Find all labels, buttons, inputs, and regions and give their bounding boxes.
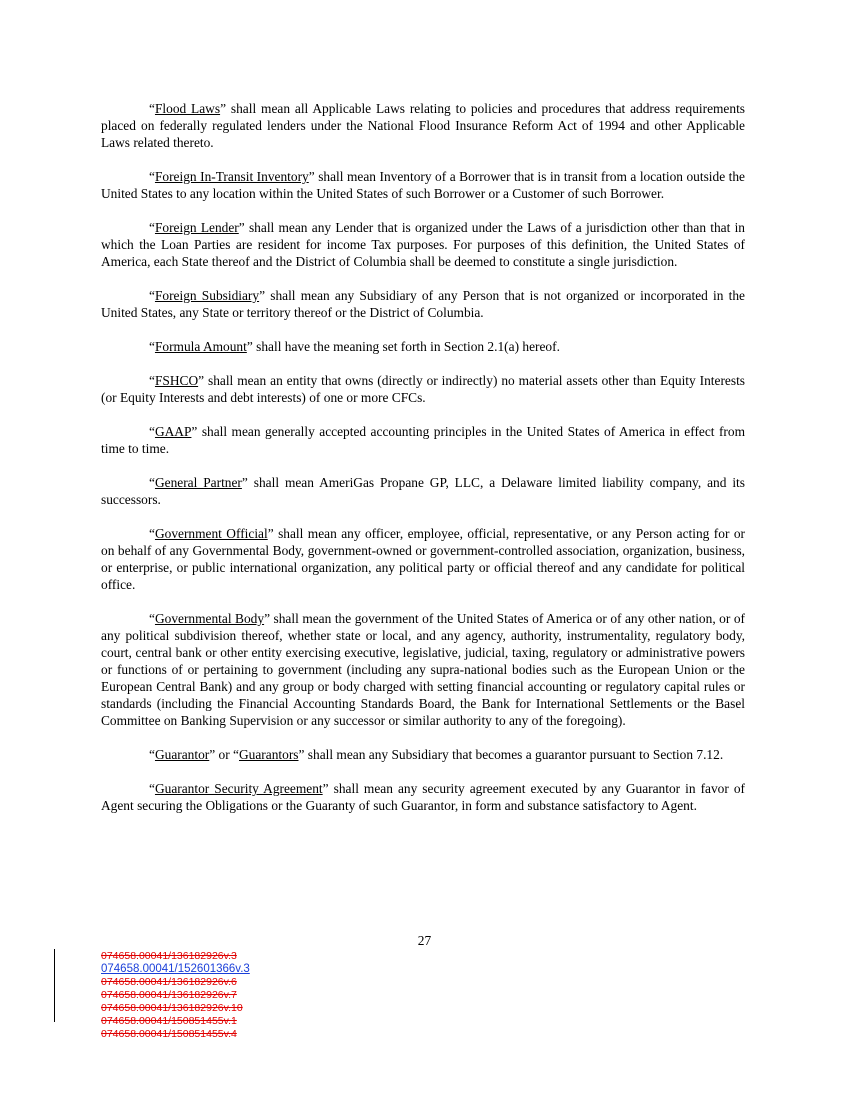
defined-term: GAAP [154,424,192,439]
definition-foreign-lender: “Foreign Lender” shall mean any Lender that is organized under the Laws of a jurisdiction other than that in which the Loan Parties are resident for income Tax purposes. For purposes of this definition, the United States of America, each State thereof and the District of Columbia shall be deemed to constitute a single jurisdiction. [101,220,746,269]
definition-foreign-subsidiary: “Foreign Subsidiary” shall mean any Subsidiary of any Person that is not organized or incorporated in the United States, any State or territory thereof or the District of Columbia. [101,288,745,320]
doc-id-deleted: 074658.00041/136182926v.3 [101,950,237,962]
definition-guarantor-security-agreement: “Guarantor Security Agreement” shall mean any security agreement executed by any Guarantor in favor of Agent securing the Obligations or the Guaranty of such Guarantor, in form and substance satisfactory to Agent. [101,781,745,813]
doc-id-current: 074658.00041/152601366v.3 [101,963,250,975]
definition-fshco: “FSHCO” shall mean an entity that owns (directly or indirectly) no material assets other than Equity Interests (or Equity Interests and debt interests) of one or more CFCs. [101,373,745,405]
definition-guarantor: “Guarantor” or “Guarantors” shall mean any Subsidiary that becomes a guarantor pursuant to Section 7.12. [149,747,724,762]
document-id-footer [101,950,250,1041]
defined-term: Foreign In-Transit Inventory [154,169,309,184]
definition-government-official: “Government Official” shall mean any officer, employee, official, representative, or any Person acting for or on behalf of any Governmental Body, government-owned or government-controlled association, organization, business, or enterprise, or public international organization, any political party or official thereof and any candidate for political office. [101,526,745,592]
defined-term: Formula Amount [154,339,247,354]
page-number: 27 [417,933,432,948]
doc-id-deleted: 074658.00041/136182926v.7 [101,989,237,1001]
doc-id-deleted: 074658.00041/136182926v.6 [101,976,237,988]
definition-general-partner: “General Partner” shall mean AmeriGas Propane GP, LLC, a Delaware limited liability company, and its successors. [101,475,745,507]
definition-governmental-body: “Governmental Body” shall mean the government of the United States of America or of any other nation, or of any political subdivision thereof, whether state or local, and any agency, authority, instrumentality, regulatory body, court, central bank or other entity exercising executive, legislative, judicial, taxing, regulatory or administrative powers or functions of or pertaining to government (including any supra-national bodies such as the European Union or the European Central Bank) and any group or body charged with setting financial accounting or regulatory capital rules or standards (including the Financial Accounting Standards Board, the Bank for International Settlements or the Basel Committee on Banking Supervision or any successor or similar authority to any of the foregoing). [101,611,745,728]
defined-term: Flood Laws [154,101,221,116]
defined-term: Governmental Body [154,611,265,626]
defined-term: Government Official [154,526,268,541]
doc-id-deleted: 074658.00041/150851455v.1 [101,1015,237,1027]
defined-term: Guarantor [154,747,210,762]
defined-term: Foreign Lender [154,220,239,235]
definition-flood-laws: “Flood Laws” shall mean all Applicable Laws relating to policies and procedures that address requirements placed on federally regulated lenders under the National Flood Insurance Reform Act of 1994 and other Applicable Laws related thereto. [101,101,746,150]
defined-term: Guarantor Security Agreement [154,781,323,796]
definition-gaap: “GAAP” shall mean generally accepted accounting principles in the United States of America in effect from time to time. [101,424,745,456]
doc-id-deleted: 074658.00041/150851455v.4 [101,1028,237,1040]
document-body [101,100,745,831]
defined-term: Guarantors [239,747,299,762]
defined-term: FSHCO [154,373,199,388]
definition-formula-amount: “Formula Amount” shall have the meaning set forth in Section 2.1(a) hereof. [149,339,560,354]
defined-term: Foreign Subsidiary [154,288,260,303]
doc-id-deleted: 074658.00041/136182926v.10 [101,1002,243,1014]
definition-foreign-in-transit-inventory: “Foreign In-Transit Inventory” shall mean Inventory of a Borrower that is in transit from a location outside the United States to any location within the United States of such Borrower or a Customer of such Borrower. [101,169,745,201]
defined-term: General Partner [154,475,242,490]
revision-change-bar [54,949,55,1022]
